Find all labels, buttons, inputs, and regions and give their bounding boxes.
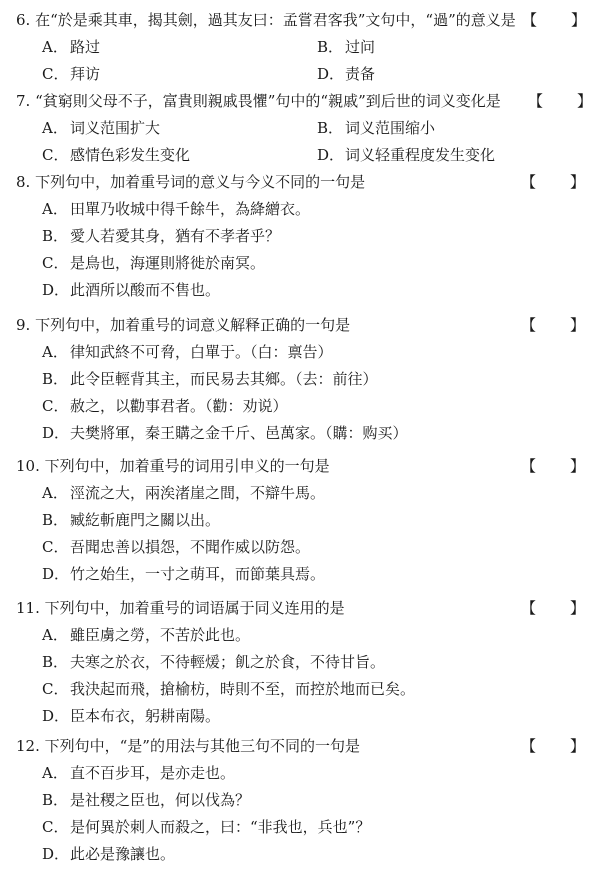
option-c: C． 感情色彩发生变化 bbox=[42, 146, 191, 164]
option-a: A． 律知武終不可脅，白單于。（白：禀告） bbox=[42, 343, 333, 361]
question-number: 8. bbox=[16, 173, 31, 191]
question-number: 7. bbox=[16, 92, 31, 110]
question-text: 下列句中，加着重号词的意义与今义不同的一句是 bbox=[35, 173, 366, 191]
option-c: C． 拜访 bbox=[42, 65, 101, 83]
option-d: D．臣本布衣，躬耕南陽。 bbox=[42, 707, 221, 725]
option-d: D．词义轻重程度发生变化 bbox=[317, 146, 496, 164]
option-c: C． 赦之，以勸事君者。（勸：劝说） bbox=[42, 397, 288, 415]
option-a: A． 直不百步耳，是亦走也。 bbox=[42, 764, 236, 782]
option-d: D．此酒所以酸而不售也。 bbox=[42, 281, 221, 299]
question-10-stem bbox=[16, 456, 330, 476]
question-number: 11. bbox=[16, 599, 40, 617]
option-d: D．责备 bbox=[317, 65, 376, 83]
answer-bracket[interactable]: 【 】 bbox=[521, 173, 585, 191]
option-d: D．夫樊將軍，秦王購之金千斤、邑萬家。（購：购买） bbox=[42, 424, 408, 442]
question-number: 6. bbox=[16, 11, 31, 29]
option-b: B． 臧紇斬鹿門之關以出。 bbox=[42, 511, 221, 529]
option-d: D．此必是豫讓也。 bbox=[42, 845, 176, 863]
question-text: “貧窮則父母不子，富貴則親戚畏懼”句中的“親戚”到后世的词义变化是 bbox=[35, 92, 501, 110]
option-c: C． 我決起而飛，搶榆枋，時則不至，而控於地而已矣。 bbox=[42, 680, 416, 698]
option-b: B． 愛人若愛其身，猶有不孝者乎？ bbox=[42, 227, 281, 245]
option-b: B． 是社稷之臣也，何以伐為？ bbox=[42, 791, 251, 809]
question-number: 9. bbox=[16, 316, 31, 334]
answer-bracket[interactable]: 【 】 bbox=[522, 11, 586, 29]
option-b: B． 夫寒之於衣，不待輕煖；飢之於食，不待甘旨。 bbox=[42, 653, 386, 671]
option-a: A． 路过 bbox=[42, 38, 101, 56]
answer-bracket[interactable]: 【 】 bbox=[521, 599, 585, 617]
option-b: B． 过问 bbox=[317, 38, 376, 56]
question-9-stem bbox=[16, 315, 350, 335]
question-8-stem bbox=[16, 172, 365, 192]
question-text: 在“於是乘其車，揭其劍，過其友曰：孟嘗君客我”文句中，“過”的意义是 bbox=[35, 11, 516, 29]
answer-bracket[interactable]: 【 】 bbox=[521, 316, 585, 334]
option-c: C． 吾聞忠善以損怨，不聞作威以防怨。 bbox=[42, 538, 311, 556]
answer-bracket[interactable]: 【 】 bbox=[521, 737, 585, 755]
question-text: 下列句中，加着重号的词用引申义的一句是 bbox=[44, 457, 330, 475]
question-text: 下列句中，加着重号的词语属于同义连用的是 bbox=[44, 599, 345, 617]
option-d: D．竹之始生，一寸之萌耳，而節葉具焉。 bbox=[42, 565, 326, 583]
option-b: B． 词义范围缩小 bbox=[317, 119, 436, 137]
option-a: A． 涇流之大，兩涘渚崖之間，不辯牛馬。 bbox=[42, 484, 326, 502]
option-a: A． 词义范围扩大 bbox=[42, 119, 161, 137]
question-12-stem bbox=[16, 736, 360, 756]
question-7-stem bbox=[16, 91, 501, 111]
option-a: A． 雖臣虜之勞，不苦於此也。 bbox=[42, 626, 251, 644]
answer-bracket[interactable]: 【 】 bbox=[528, 92, 592, 110]
option-b: B． 此令臣輕背其主，而民易去其鄉。（去：前往） bbox=[42, 370, 378, 388]
option-c: C． 是鳥也，海運則將徙於南冥。 bbox=[42, 254, 266, 272]
option-c: C． 是何異於刺人而殺之，曰：“非我也，兵也”？ bbox=[42, 818, 371, 836]
question-number: 12. bbox=[16, 737, 40, 755]
question-text: 下列句中，“是”的用法与其他三句不同的一句是 bbox=[44, 737, 360, 755]
question-6-stem bbox=[16, 10, 516, 30]
question-number: 10. bbox=[16, 457, 40, 475]
option-a: A． 田單乃收城中得千餘牛，為絳繒衣。 bbox=[42, 200, 311, 218]
question-11-stem bbox=[16, 598, 345, 618]
answer-bracket[interactable]: 【 】 bbox=[521, 457, 585, 475]
question-text: 下列句中，加着重号的词意义解释正确的一句是 bbox=[35, 316, 351, 334]
